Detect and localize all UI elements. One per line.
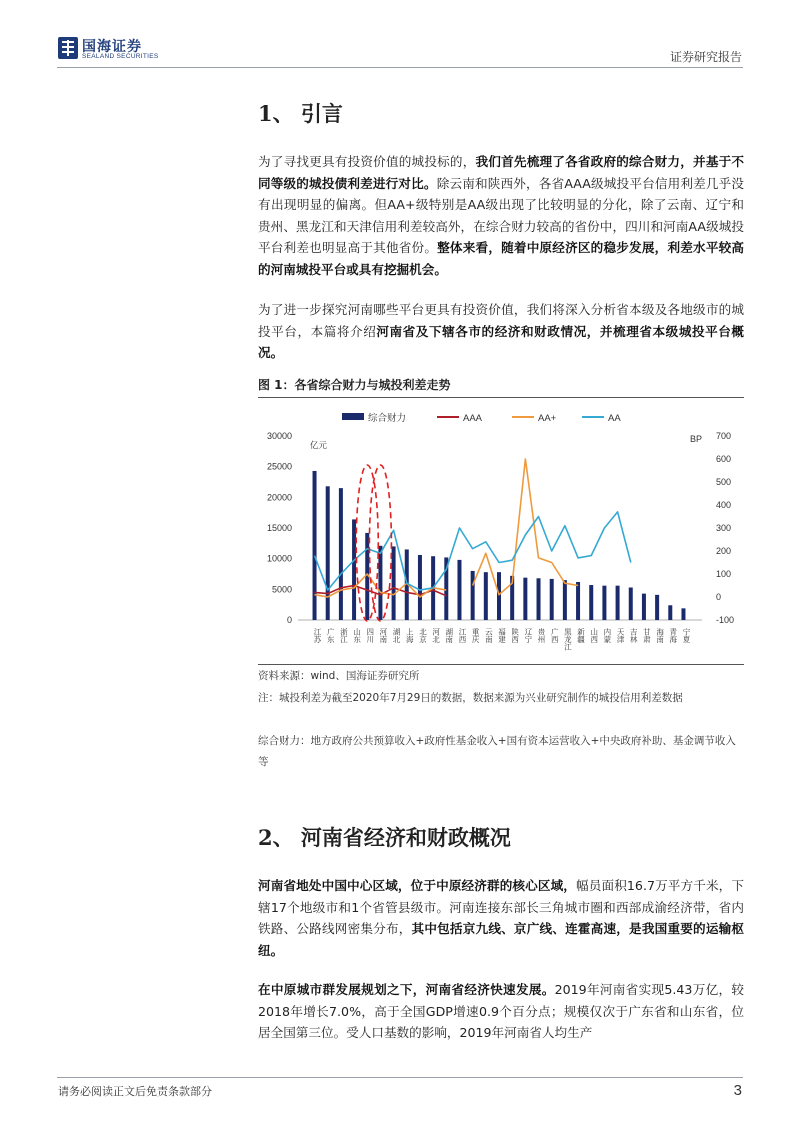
section-1-paragraph-1 (258, 151, 744, 280)
section-1-paragraph-2 (258, 299, 744, 364)
category-label: 天津 (616, 628, 626, 643)
bar-青海 (668, 605, 672, 620)
category-label: 重庆 (471, 628, 481, 643)
bar-内蒙 (602, 586, 606, 620)
page-number: 3 (733, 1082, 742, 1099)
category-label: 江西 (457, 628, 467, 643)
text-run: 整体来看，随着中原经济区的稳步发展，利差水平较高的河南城投平台或具有挖掘机会。 (258, 240, 745, 277)
category-label: 广东 (326, 628, 336, 643)
category-label: 贵州 (537, 628, 547, 643)
text-run: 河南省地处中国中心区域，位于中原经济群的核心区域， (258, 878, 577, 893)
left-axis-tick: 15000 (266, 523, 292, 533)
report-type-label: 证券研究报告 (669, 50, 742, 64)
bar-山西 (589, 585, 593, 620)
category-label: 宁夏 (681, 628, 691, 643)
bar-甘肃 (642, 594, 646, 620)
category-label: 海南 (655, 628, 665, 643)
bar-云南 (484, 572, 488, 620)
legend-label: AA+ (538, 413, 557, 424)
bar-山东 (352, 519, 356, 620)
text-run: 2019年河南省实现5.43万亿，较2018年增长7.0%，高于全国GDP增速0.9个百分点；规模仅次于广东省和山东省，位居全国第三位。受人口基数的影响，2019年河南省人均生产 (258, 982, 745, 1040)
legend-label: AA (608, 413, 621, 424)
sealand-logo-icon (58, 37, 78, 59)
bar-黑龙江 (563, 580, 567, 620)
category-label: 黑龙江 (563, 628, 573, 651)
text-run: 我们首先梳理了各省政府的综合财力，并基于不同等级的城投债利差进行对比。 (258, 154, 745, 191)
category-label: 四川 (365, 628, 375, 643)
bar-浙江 (339, 488, 343, 620)
bar-贵州 (537, 578, 541, 620)
left-axis-tick: 20000 (266, 492, 292, 503)
right-axis-tick: 400 (716, 500, 732, 510)
bar-海南 (655, 595, 659, 620)
bar-福建 (497, 572, 501, 620)
text-run: 为了进一步探究河南哪些平台更具有投资价值，我们将深入分析省本级及各地级市的城投平台，本篇将介绍 (258, 302, 744, 339)
category-label: 湖北 (392, 628, 402, 643)
category-label: 内蒙 (602, 628, 612, 643)
legend-label: 综合财力 (368, 413, 407, 424)
right-axis-tick: 700 (716, 431, 732, 441)
category-label: 山东 (352, 628, 362, 643)
header-divider (57, 67, 743, 68)
category-label: 河北 (431, 628, 441, 643)
category-label: 新疆 (576, 628, 586, 643)
text-run: 河南省及下辖各市的经济和财政情况，并梳理省本级城投平台概况。 (258, 323, 745, 360)
bar-北京 (418, 555, 422, 620)
category-label: 江苏 (313, 628, 323, 643)
figure-bottom-rule (258, 664, 744, 665)
figure-note-finance: 综合财力：地方政府公共预算收入+政府性基金收入+国有资本运营收入+中央政府补助、基金调节收入等 (258, 735, 736, 768)
right-axis-tick: 100 (716, 569, 732, 579)
category-label: 陕西 (510, 628, 520, 643)
legend-swatch-bar (342, 413, 364, 420)
text-run: 其中包括京九线、京广线、连霍高速，是我国重要的运输枢纽。 (258, 921, 745, 958)
section-1-heading: 1、 引言 (258, 101, 343, 126)
text-run: 在中原城市群发展规划之下，河南省经济快速发展。 (258, 982, 555, 997)
bar-广东 (326, 486, 330, 620)
right-axis-tick: 200 (716, 546, 732, 556)
legend-label: AAA (463, 413, 483, 424)
section-2-paragraph-2 (258, 979, 744, 1044)
footer-divider (57, 1077, 743, 1078)
right-axis-tick: 600 (716, 454, 732, 464)
text-run: 为了寻找更具有投资价值的城投标的， (258, 154, 476, 169)
bar-吉林 (629, 587, 633, 620)
category-label: 湖南 (444, 628, 454, 643)
bar-辽宁 (523, 578, 527, 620)
category-label: 北京 (418, 628, 428, 643)
category-label: 云南 (484, 628, 494, 643)
right-axis-tick: -100 (716, 615, 735, 625)
figure-top-rule (258, 397, 744, 398)
category-label: 吉林 (629, 628, 639, 643)
footer-disclaimer: 请务必阅读正文后免责条款部分 (58, 1085, 212, 1098)
bar-重庆 (471, 571, 475, 620)
text-run: 除云南和陕西外，各省AAA级城投平台信用利差几乎没有出现明显的偏离。但AA+级特别是AA级出现了比较明显的分化，除了云南、辽宁和贵州、黑龙江和天津信用利差较高外，在综合财力较高的省份中，四川和河南AA级城投平台利差也明显高于其他省份。 (258, 175, 745, 255)
right-axis-tick: 0 (716, 592, 722, 602)
right-axis-tick: 500 (716, 477, 732, 487)
bar-江西 (457, 560, 461, 620)
category-label: 福建 (497, 628, 507, 643)
bar-新疆 (576, 582, 580, 620)
bar-江苏 (313, 471, 317, 620)
figure-note-spread: 注：城投利差为截至2020年7月29日的数据，数据来源为兴业研究制作的城投信用利差数据 (258, 692, 683, 704)
category-label: 山西 (589, 628, 599, 643)
category-label: 辽宁 (523, 628, 533, 643)
right-axis-tick: 300 (716, 523, 732, 533)
bar-河南 (378, 546, 382, 620)
left-axis-tick: 5000 (271, 584, 292, 595)
provincial-finance-spread-chart (258, 404, 744, 662)
left-axis-tick: 30000 (266, 431, 292, 441)
logo-english-name: SEALAND SECURITIES (82, 53, 159, 60)
bar-宁夏 (681, 608, 685, 620)
left-axis-unit: 亿元 (310, 440, 328, 450)
bar-天津 (616, 586, 620, 620)
category-label: 河南 (378, 628, 388, 643)
bar-广西 (550, 579, 554, 620)
logo-chinese-name: 国海证券 (82, 39, 142, 55)
figure-source: 资料来源：wind、国海证券研究所 (258, 670, 420, 682)
right-axis-unit: BP (690, 434, 703, 444)
bar-湖北 (392, 546, 396, 620)
category-label: 甘肃 (642, 628, 652, 643)
section-2-heading: 2、 河南省经济和财政概况 (258, 825, 511, 850)
left-axis-tick: 10000 (266, 553, 292, 564)
left-axis-tick: 25000 (266, 461, 292, 472)
section-2-paragraph-1 (258, 875, 744, 961)
text-run: 幅员面积16.7万平方千米，下辖17个地级市和1个省管县级市。河南连接东部长三角城市圈和西部成渝经济带，省内铁路、公路线网密集分布， (258, 878, 745, 936)
figure-title: 图 1：各省综合财力与城投利差走势 (258, 378, 451, 392)
category-label: 广西 (550, 628, 560, 643)
category-label: 浙江 (339, 628, 349, 643)
category-label: 上海 (405, 628, 415, 643)
left-axis-tick: 0 (286, 615, 292, 625)
category-label: 青海 (668, 628, 678, 643)
